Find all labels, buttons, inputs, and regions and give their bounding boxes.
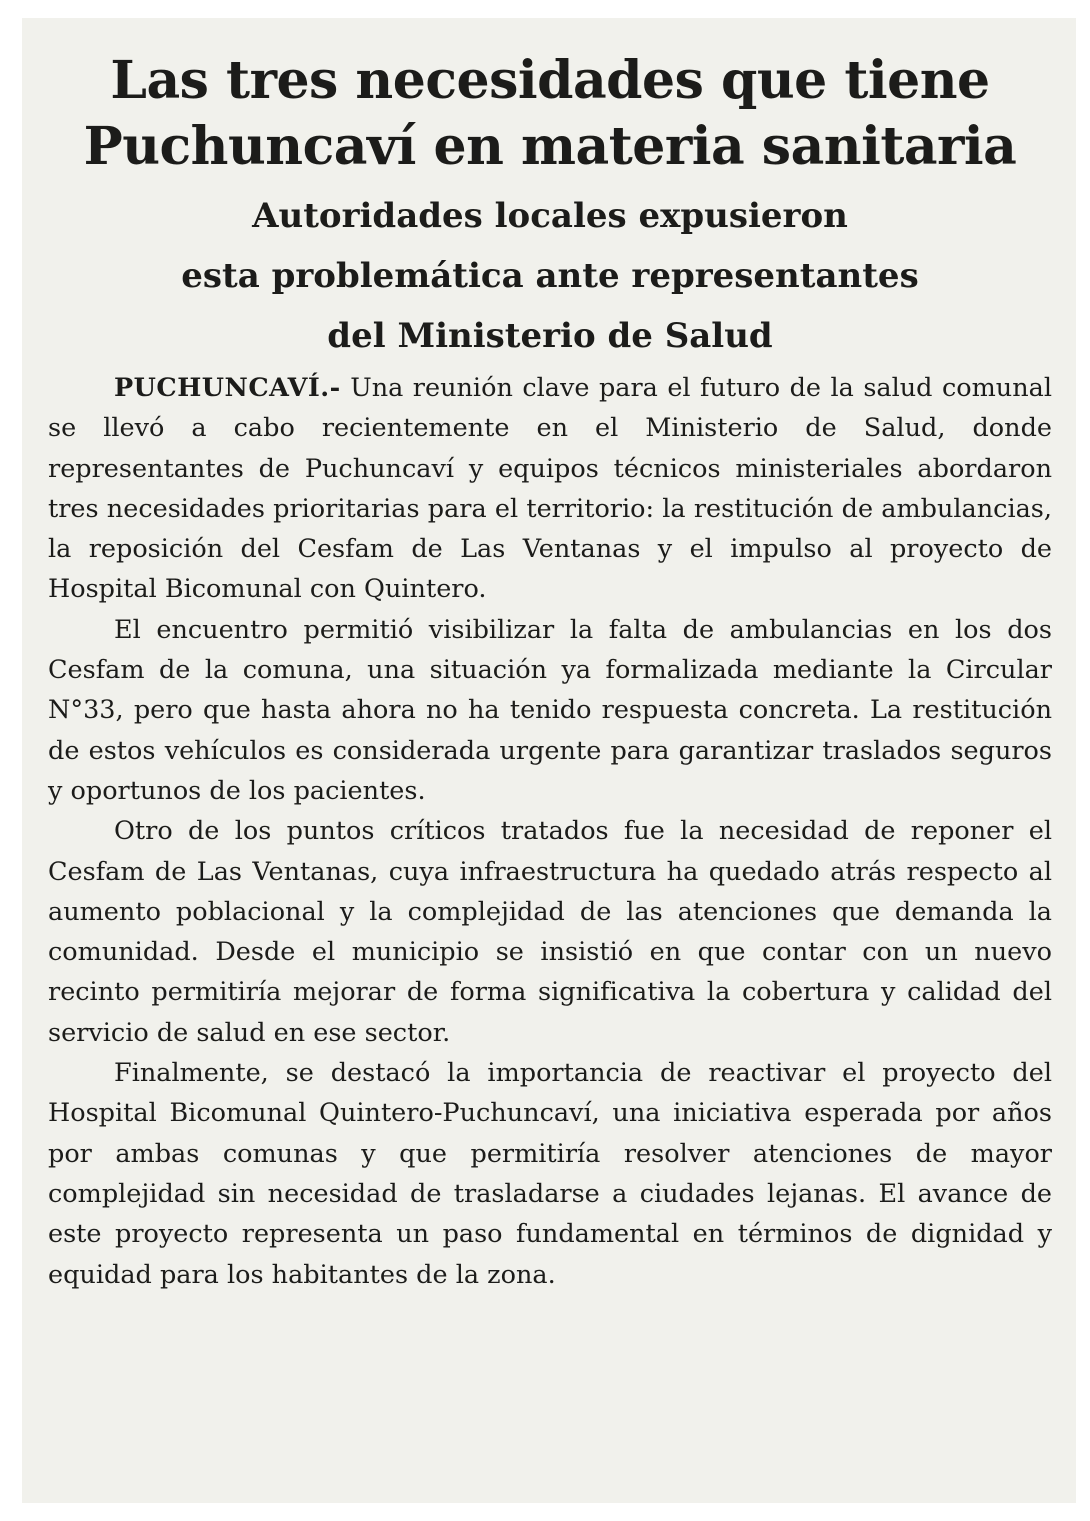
paragraph-1 — [48, 368, 1052, 610]
subheadline — [48, 186, 1052, 366]
headline-line-2: Puchuncaví en materia sanitaria — [83, 116, 1017, 177]
paragraph-1-text: Una reunión clave para el futuro de la salud comunal se llevó a cabo recientemente en el Ministerio de Salud, donde representantes de Puchuncaví y equipos técnicos ministeriales abordaron tres necesidades prioritarias para el territorio: la restitución de ambulancias, la reposición del Cesfam de Las Ventanas y el impulso al proyecto de Hospital Bicomunal con Quintero. — [48, 373, 1052, 605]
article-body — [48, 368, 1052, 1295]
subheadline-line-3: del Ministerio de Salud — [327, 316, 773, 356]
newspaper-clipping — [22, 18, 1076, 1503]
headline-line-1: Las tres necesidades que tiene — [110, 50, 990, 111]
subheadline-line-1: Autoridades locales expusieron — [252, 196, 848, 236]
paragraph-4: Finalmente, se destacó la importancia de reactivar el proyecto del Hospital Bicomunal Quintero-Puchuncaví, una iniciativa esperada por años por ambas comunas y que permitiría resolver atenciones de mayor complejidad sin necesidad de trasladarse a ciudades lejanas. El avance de este proyecto representa un paso fundamental en términos de dignidad y equidad para los habitantes de la zona. — [48, 1058, 1052, 1290]
subheadline-line-2: esta problemática ante representantes — [181, 256, 919, 296]
paragraph-3: Otro de los puntos críticos tratados fue la necesidad de reponer el Cesfam de Las Ventanas, cuya infraestructura ha quedado atrás respecto al aumento poblacional y la complejidad de las atenciones que demanda la comunidad. Desde el municipio se insistió en que contar con un nuevo recinto permitiría mejorar de forma significativa la cobertura y calidad del servicio de salud en ese sector. — [48, 816, 1052, 1048]
headline — [48, 48, 1052, 180]
dateline: PUCHUNCAVÍ.- — [114, 373, 341, 403]
paragraph-2: El encuentro permitió visibilizar la falta de ambulancias en los dos Cesfam de la comuna, una situación ya formalizada mediante la Circular N°33, pero que hasta ahora no ha tenido respuesta concreta. La restitución de estos vehículos es considerada urgente para garantizar traslados seguros y oportunos de los pacientes. — [48, 614, 1052, 806]
